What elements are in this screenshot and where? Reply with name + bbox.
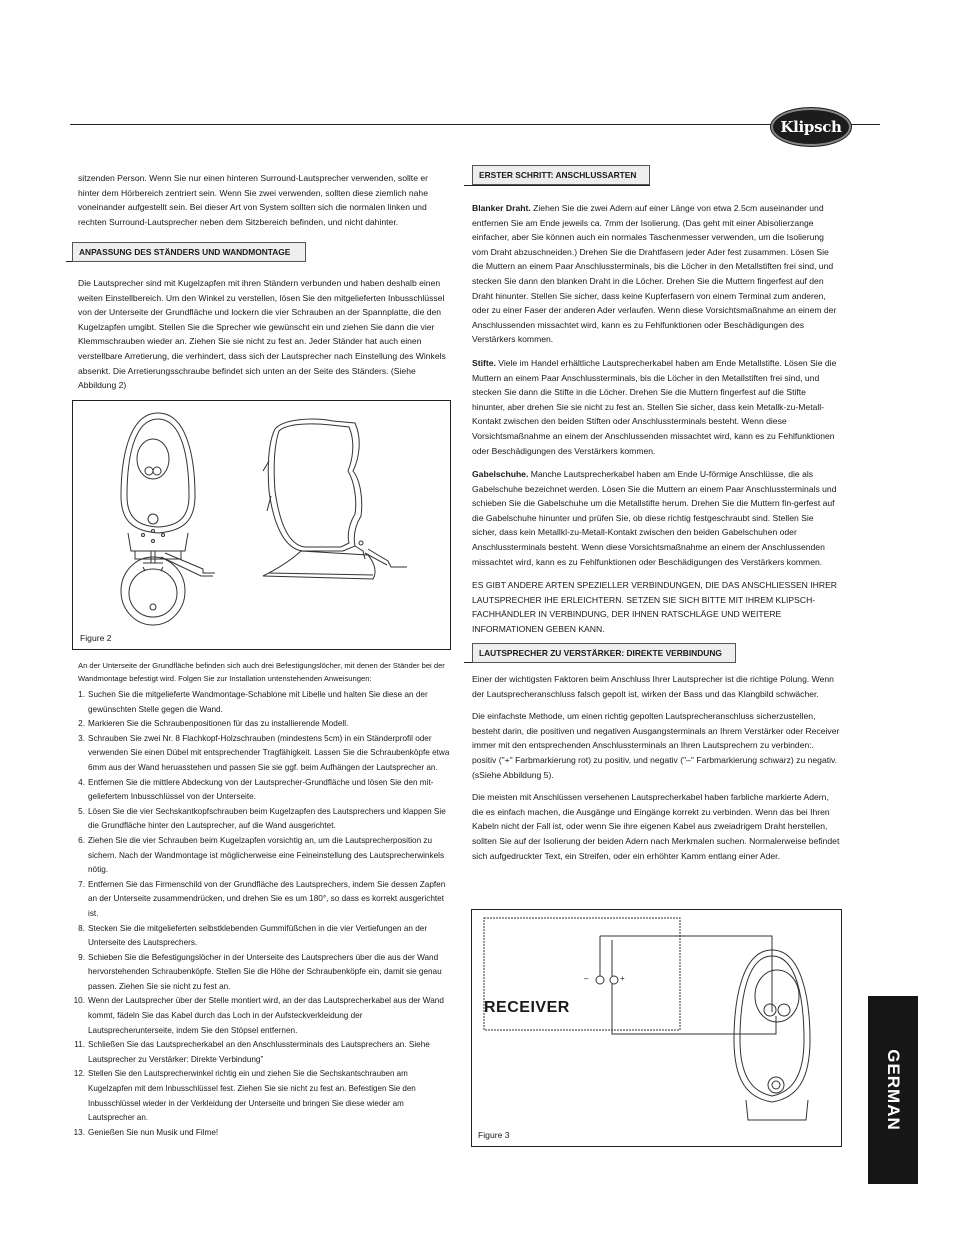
step-item: [73, 994, 450, 1038]
step-item: [78, 717, 450, 732]
section-heading-rule: [464, 185, 650, 186]
section-heading-text: ANPASSUNG DES STÄNDERS UND WANDMONTAGE: [79, 247, 291, 257]
step-item: [78, 951, 450, 995]
header-rule: [70, 124, 880, 125]
step-item: [73, 1126, 450, 1141]
intro-text: sitzenden Person. Wenn Sie nur einen hinteren Surround-Lautsprecher verwenden, sollte er hinter dem Hörbereich zentriert sein. Wenn Sie zwei verwenden, sollten diese ziemlich nahe voneinander aufgestellt sein. Bei dieser Art von System sollten sich die normalen linken und rechten Surround-Lautsprecher neben dem Sitzbereich befinden, und nicht dahinter.: [78, 173, 429, 227]
step-number: 11.: [74, 1040, 85, 1050]
mount-steps: [73, 688, 450, 1140]
step-text: Schrauben Sie zwei Nr. 8 Flachkopf-Holzschrauben (mindestens 5cm) in ein Ständerprofil oder verwenden Sie einen Dübel mit entsprechender Tragfähigkeit. Lassen Sie die Schraubenköpfe etwa 6mm aus der Wand heruasstehen und passen Sie sie ggf. beim Aufhängen der Lautsprecher an.: [88, 733, 450, 772]
step-number: 7.: [78, 879, 85, 889]
step-text: Entfernen Sie die mittlere Abdeckung von der Lautsprecher-Grundfläche und lösen Sie den mit-geliefertem Inbusschlüssel von der Unterseite.: [88, 777, 434, 802]
bare-wire-text: Ziehen Sie die zwei Adern auf einer Länge von etwa 2.5cm auseinander und entfernen Sie am Ende jeweils ca. 7mm der Isolierung. (Das geht mit einer Abisolierzange einfacher, aber Sie können auch ein normales Taschenmesser verwenden, um die Isolierung vom Draht abzuschneiden.) Drehen Sie die Drahtfasern jeder Ader fest zusammen. Lösen Sie die Muttern an einem Paar Anschlussterminals, bis die Löcher in den Metallstiften frei sind, und stecken Sie dann den blanken Draht in die Löcher. Drehen Sie die Muttern fingerfest auf den Draht hinunter. Stellen Sie sicher, dass keine Kupferfasern von einem Terminal zum anderen, oder zu einer Faser der anderen Ader verlaufen. Wenn diese Vorsichtsmaßnahme an einem der Anschlussenden missachtet wird, kann es zu Fehlfunktionen oder Beschädigungen des Verstärkers kommen.: [472, 203, 837, 345]
step-text: Ziehen Sie die vier Schrauben beim Kugelzapfen vorsichtig an, um die Lautsprecherposition zu sichern. Nach der Wandmontage ist möglicherweise eine Feineinstellung des Lautsprecherwinkels nötig.: [88, 835, 445, 875]
intro-paragraph: [78, 171, 446, 229]
mount-intro-text: An der Unterseite der Grundfläche befinden sich auch drei Befestigungslöcher, mit denen der Ständer bei der Wandmontage befestigt wird. Folgen Sie zur Installation untenstehenden Anweisungen:: [78, 661, 445, 684]
step-item: [78, 878, 450, 922]
step-number: 13.: [73, 1127, 85, 1137]
mount-intro: [78, 659, 450, 686]
step-number: 2.: [78, 719, 85, 729]
section-heading-connections: [472, 165, 650, 185]
step-text: Schließen Sie das Lautsprecherkabel an den Anschlussterminals des Lautsprechers an. Siehe Lautsprecher zu Verstärker: Direkte Verbindung”: [88, 1040, 430, 1064]
terminal-plus-label: +: [620, 974, 625, 983]
logo-text: Klipsch: [780, 118, 842, 136]
receiver-label: RECEIVER: [484, 999, 570, 1016]
step-item: [78, 834, 450, 878]
figure-2: [72, 400, 451, 650]
section-heading-text: ERSTER SCHRITT: ANSCHLUSSARTEN: [479, 170, 637, 180]
step-item: [74, 1038, 450, 1067]
stand-paragraph: [78, 276, 446, 393]
step-text: Lösen Sie die vier Sechskantkopfschrauben beim Kugelzapfen des Lautsprechers und klappen Sie die Grundfläche hinter den Lautsprecher, auf die Wand ausgerichtet.: [88, 806, 446, 831]
language-tab-label: GERMAN: [884, 1049, 903, 1131]
spade-text: Manche Lautsprecherkabel haben am Ende U-förmige Anschlüsse, die als Gabelschuhe bezeichnet werden. Lösen Sie die Muttern an einem Paar Anschlussterminals und schieben Sie die Gabelschuhe um die Metallstifte herum. Drehen Sie die Muttern fin-gerfest auf die Gabelschuhe hinunter und prüfen Sie, ob diese richtig festgeschraubt sind. Stellen Sie sicher, dass kein Metallkl-zu-Metall-Kontakt zwischen den beiden Gabelschuhen oder Anschlussterminals besteht. Wenn diese Vorsichtsmaßnahme an einem der Anschlussenden missachtet wird, kann es zu Fehlfunktionen oder Beschädigungen des Verstärkers kommen.: [472, 469, 837, 567]
stand-text: Die Lautsprecher sind mit Kugelzapfen mit ihren Ständern verbunden und haben deshalb einen weiten Einstellbereich. Um den Winkel zu verstellen, lösen Sie den mitgelieferten Inbusschlüssel von der Unterseite der Grundfläche und lockern die vier Schrauben an der Spannplatte, die den Kugelzapfen umgibt. Stellen Sie die Sprecher wie gewünscht ein und ziehen Sie dann die vier Klemmschrauben wieder an. Ziehen Sie sie nicht zu fest an. Jeder Ständer hat auch einen verstellbare Arretierung, die verhindert, dass sich der Lautsprecher nach Einstellung des Winkels absenkt. Die Arretierungsschraube befindet sich unten an der Seite des Ständers. (Siehe Abbildung 2): [78, 278, 446, 391]
step-item: [78, 922, 450, 951]
special-connections-paragraph: ES GIBT ANDERE ARTEN SPEZIELLER VERBINDUNGEN, DIE DAS ANSCHLIESSEN IHRER LAUTSPRECHER IHE ERLEICHTERN. SETZEN SIE SICH BITTE MIT IHREM KLIPSCH-FACHHÄNDLER IN VERBINDUNG, DER IHNEN RATSCHLÄGE UND WEITERE INFORMATIONEN GEBEN KANN.: [472, 580, 838, 635]
language-tab: [868, 996, 918, 1184]
step-item: [78, 688, 450, 717]
wire-marking-paragraph: Die meisten mit Anschlüssen versehenen Lautsprecherkabel haben farbliche markierte Adern, die es einfach machen, die Ausgänge und Eingänge korrekt zu verbinden. Wenn das bei Ihren Kabeln nicht der Fall ist, oder wenn Sie ihre eigenen Kabel aus zweiadrigem Draht herstellen, sollten Sie auf der Isolierung der beiden Adern nach Merkmalen suchen. Normalerweise befindet sich aufgedruckter Text, ein Streifen, oder ein erhöhter Kamm entlang einer Ader.: [472, 792, 840, 861]
spade-label: Gabelschuhe.: [472, 469, 529, 480]
step-number: 3.: [78, 733, 85, 743]
method-paragraph: Die einfachste Methode, um einen richtig gepolten Lautsprecheranschluss sicherzustellen, besteht darin, die positiven und negativen Ausgangsterminals an Ihrem Verstärker oder Receiver immer mit den entsprechenden Anschlussterminals an Ihren Lautsprechern zu verbinden:. positiv ("+" Farbmarkierung rot) zu positiv, und negativ ("–" Farbmarkierung schwarz) zu negativ. (sSiehe Abbildung 5).: [472, 711, 840, 780]
step-number: 6.: [78, 835, 85, 845]
step-item: [78, 805, 450, 834]
polarity-paragraph: Einer der wichtigsten Faktoren beim Anschluss Ihrer Lautsprecher ist die richtige Polung. Wenn der Lautsprecheranschluss falsch gepolt ist, wirken der Bass und das Klangbild schwächer.: [472, 674, 834, 699]
klipsch-logo: [771, 108, 851, 146]
section-heading-text: LAUTSPRECHER ZU VERSTÄRKER: DIREKTE VERBINDUNG: [479, 648, 722, 658]
step-text: Entfernen Sie das Firmenschild von der Grundfläche des Lautsprechers, indem Sie dessen Zapfen an der Unterseite zusammendrücken, und drehen Sie es um 180°, so dass es korrekt ausgerichtet ist.: [88, 879, 446, 918]
step-number: 5.: [78, 806, 85, 816]
pins-text: Viele im Handel erhältliche Lautsprecherkabel haben am Ende Metallstifte. Lösen Sie die Muttern an einem Paar Anschlussterminals, bis die Löcher in den Metallstiften frei sind, und stecken Sie dann die Stifte in die Löcher. Drehen Sie die Muttern fingerfest auf die Stifte hinunter, aber drehen Sie sie nicht zu fest an. Stellen Sie sicher, dass kein Metallk-zu-Metall-Kontakt zwischen den beiden Stiften oder Anschlussterminals besteht. Wenn diese Vorsichtsmaßnahme an einem der Anschlussenden missachtet wird, kann es zu Fehlfunktionen oder Beschädigungen des Verstärkers kommen.: [472, 357, 837, 456]
step-item: [78, 732, 450, 776]
pins-paragraph: [472, 356, 840, 458]
figure-2-caption: Figure 2: [80, 633, 112, 643]
step-number: 12.: [73, 1069, 85, 1079]
section-heading-stand: [72, 242, 306, 262]
figure-3-caption: Figure 3: [478, 1130, 510, 1140]
step-item: [73, 1067, 450, 1125]
terminal-minus-label: –: [584, 974, 589, 983]
step-number: 1.: [78, 690, 85, 699]
bare-wire-label: Blanker Draht.: [472, 203, 531, 213]
step-number: 4.: [78, 777, 85, 787]
right-text-block-1: [472, 201, 840, 637]
step-text: Stecken Sie die mitgelieferten selbstklebenden Gummifüßchen in die vier Vertiefungen an der Unterseite des Lautsprechers.: [88, 923, 428, 948]
figure-3: [471, 909, 842, 1147]
step-number: 10.: [73, 996, 85, 1006]
step-text: Suchen Sie die mitgelieferte Wandmontage-Schablone mit Libelle und halten Sie diese an der gewünschten Stelle gegen die Wand.: [88, 690, 428, 714]
section-heading-direct: [472, 643, 736, 663]
step-number: 9.: [78, 952, 85, 962]
steps-list: [73, 688, 450, 1140]
step-item: [78, 776, 450, 805]
step-text: Wenn der Lautsprecher über der Stelle montiert wird, an der das Lautsprecherkabel aus der Wand kommt, fädeln Sie das Kabel durch das Loch in der Aufsteckverkleidung der Lautsprecherunterseite, indem Sie den Stöpsel entfernen.: [88, 996, 444, 1035]
step-text: Markieren Sie die Schraubenpositionen für das zu installierende Modell.: [88, 719, 349, 729]
speaker-stand-illustration: [73, 401, 450, 649]
right-text-block-2: [472, 672, 840, 863]
step-text: Genießen Sie nun Musik und Filme!: [88, 1127, 219, 1137]
wiring-diagram: [472, 910, 841, 1146]
step-number: 8.: [78, 923, 85, 933]
pins-label: Stifte.: [472, 357, 496, 368]
step-text: Schieben Sie die Befestigungslöcher in der Unterseite des Lautsprechers über die aus der Wand hervorstehenden Schraubenköpfe. Stellen Sie die Höhe der Schraubenköpfe ein, damit sie genau passen. Ziehen Sie sie nicht zu fest an.: [88, 952, 442, 991]
bare-wire-paragraph: [472, 201, 840, 347]
step-text: Stellen Sie den Lautsprecherwinkel richtig ein und ziehen Sie die Sechskantschrauben am Kugelzapfen mit dem Inbusschlüssel fest. Ziehen Sie sie nicht zu fest an. Befestigen Sie den Inbusschlüssel wieder in der Verkleidung der Unterseite und bringen Sie diese wieder am Lautsprecher an.: [88, 1069, 416, 1123]
spade-paragraph: [472, 467, 840, 569]
